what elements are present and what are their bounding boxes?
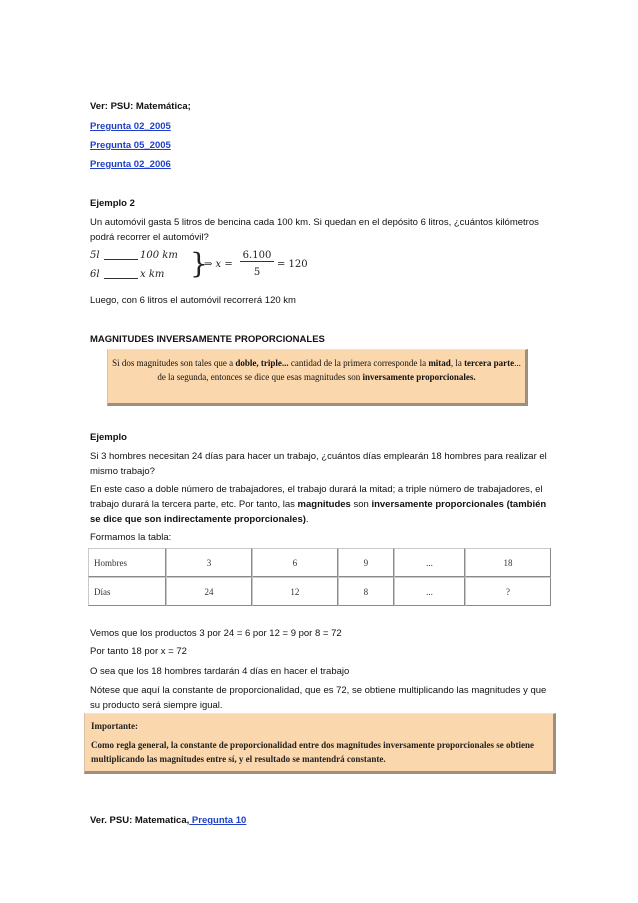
ver-psu-label: Ver: PSU: Matemática; bbox=[90, 101, 191, 112]
link-pregunta-10[interactable]: Pregunta 10 bbox=[189, 815, 247, 826]
callout-bold-1: doble, triple... bbox=[235, 358, 289, 368]
table-row bbox=[88, 548, 551, 577]
note-line: Nótese que aquí la constante de proporcionalidad, que es 72, se obtiene multiplicando las magnitudes y que su producto será siempre igual. bbox=[90, 685, 547, 711]
callout-bold-3: tercera parte bbox=[464, 358, 515, 368]
ejemplo2-text: Un automóvil gasta 5 litros de bencina cada 100 km. Si quedan en el depósito 6 litros, ¿cuántos kilómetros podrá recorrer el automóvil? bbox=[90, 217, 539, 243]
table-cell: 9 bbox=[338, 548, 394, 577]
formula-row2-left: 6l bbox=[90, 269, 100, 280]
formula-denominator: 5 bbox=[253, 267, 261, 278]
callout-text-2: cantidad de la primera corresponde la bbox=[288, 358, 429, 368]
table-cell: 6 bbox=[252, 548, 338, 577]
formula-row1-right: 100 km bbox=[140, 250, 178, 261]
formula-blank-2 bbox=[104, 278, 138, 279]
table-cell: ... bbox=[394, 577, 465, 606]
link-pregunta-02-2006[interactable]: Pregunta 02_2006 bbox=[90, 159, 171, 170]
table-row-label: Hombres bbox=[88, 548, 166, 577]
callout-bold-4: inversamente proporcionales. bbox=[362, 372, 476, 382]
explanation-text-c: son bbox=[350, 499, 372, 510]
formula-implies: ⇒ x = bbox=[204, 259, 233, 270]
ejemplo-title: Ejemplo bbox=[90, 432, 127, 443]
table-cell: 24 bbox=[166, 577, 252, 606]
ejemplo2-conclusion: Luego, con 6 litros el automóvil recorrerá 120 km bbox=[90, 295, 296, 306]
products-line: Vemos que los productos 3 por 24 = 6 por 12 = 9 por 8 = 72 bbox=[90, 628, 342, 639]
table-cell: ? bbox=[465, 577, 551, 606]
important-text: Como regla general, la constante de proporcionalidad entre dos magnitudes inversamente proporcionales se obtiene multiplicando las magnitudes entre sí, y el resultado se mantendrá constante. bbox=[91, 740, 534, 764]
table-cell: 8 bbox=[338, 577, 394, 606]
ejemplo-explanation bbox=[90, 482, 552, 527]
formula-row1-left: 5l bbox=[90, 250, 100, 261]
formula-brace: } bbox=[190, 247, 208, 280]
formula-numerator: 6.100 bbox=[240, 250, 274, 262]
formula-blank-1 bbox=[104, 259, 138, 260]
important-title: Importante: bbox=[91, 721, 138, 731]
table-cell: 3 bbox=[166, 548, 252, 577]
table-row bbox=[88, 577, 551, 606]
table-cell: ... bbox=[394, 548, 465, 577]
result-line: O sea que los 18 hombres tardarán 4 días en hacer el trabajo bbox=[90, 666, 350, 677]
table-cell: 18 bbox=[465, 548, 551, 577]
proportion-formula bbox=[90, 247, 308, 286]
callout-bold-2: mitad bbox=[428, 358, 451, 368]
formula-row2-right: x km bbox=[140, 269, 165, 280]
footer-label: Ver. PSU: Matematica, bbox=[90, 815, 190, 826]
important-box bbox=[84, 713, 556, 774]
callout-text-1: Si dos magnitudes son tales que a bbox=[112, 358, 236, 368]
formula-result: = 120 bbox=[277, 259, 308, 270]
ejemplo2-title: Ejemplo 2 bbox=[90, 198, 135, 209]
link-pregunta-02-2005[interactable]: Pregunta 02_2005 bbox=[90, 121, 171, 132]
explanation-bold-2: inversamente proporcionales (también se dice que son indirectamente proporcionales) bbox=[90, 499, 547, 525]
footer-reference bbox=[90, 815, 246, 826]
proportion-table bbox=[88, 548, 551, 606]
table-row-label: Días bbox=[88, 577, 166, 606]
explanation-bold-1: magnitudes bbox=[297, 499, 351, 510]
ejemplo-problem: Si 3 hombres necesitan 24 días para hacer un trabajo, ¿cuántos días emplearán 18 hombres para realizar el mismo trabajo? bbox=[90, 451, 547, 477]
callout-text-3: , la bbox=[450, 358, 465, 368]
definition-callout bbox=[107, 349, 528, 406]
formamos-text: Formamos la tabla: bbox=[90, 532, 172, 543]
explanation-text-d: . bbox=[305, 514, 309, 525]
explanation-text-a: En este caso a doble número de trabajadores, el trabajo durará la mitad; a triple número de trabajadores, el trabajo durará la tercera parte, etc. Por tanto, las bbox=[90, 484, 543, 510]
section-title: MAGNITUDES INVERSAMENTE PROPORCIONALES bbox=[90, 334, 325, 345]
link-pregunta-05-2005[interactable]: Pregunta 05_2005 bbox=[90, 140, 171, 151]
table-cell: 12 bbox=[252, 577, 338, 606]
equation-line: Por tanto 18 por x = 72 bbox=[90, 646, 187, 657]
callout-text-4: ... de la segunda, entonces se dice que esas magnitudes son bbox=[157, 358, 521, 382]
